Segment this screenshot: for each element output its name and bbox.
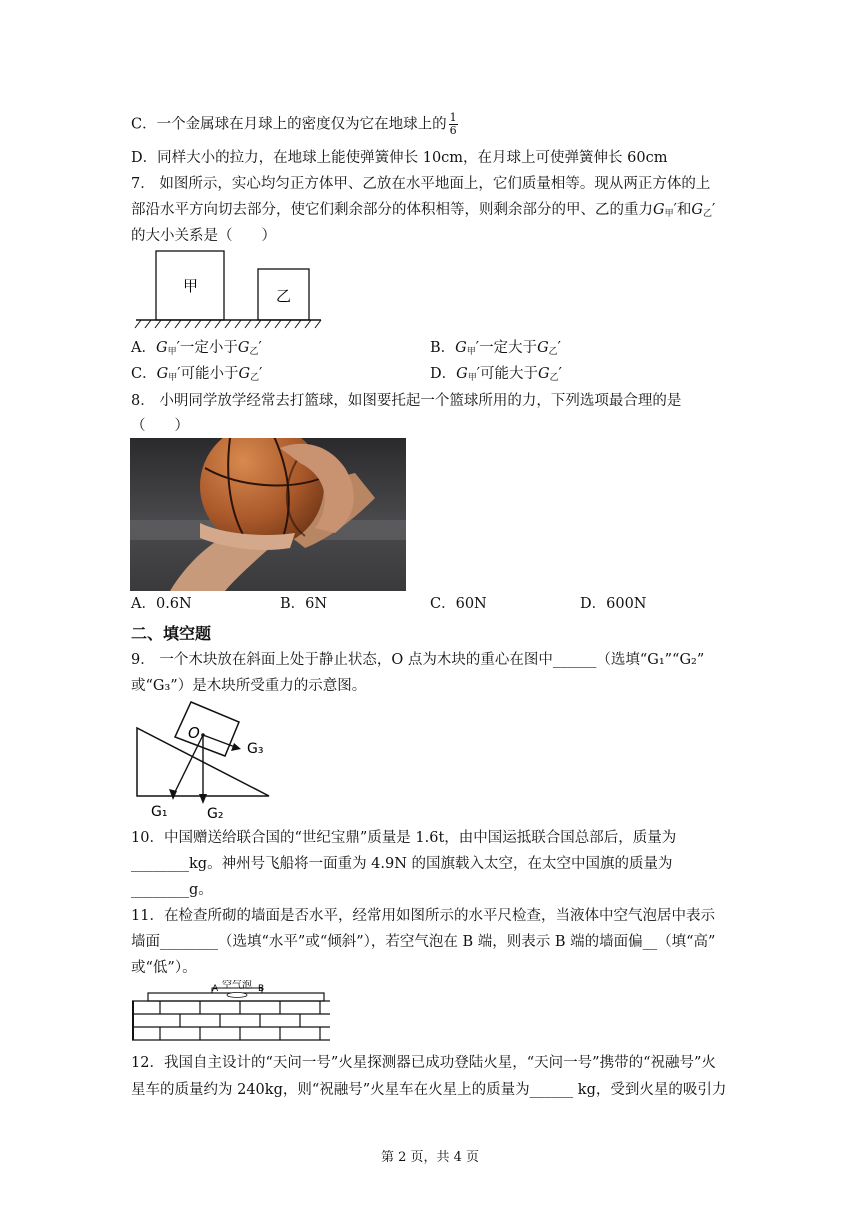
q10-line-3: ________g。 [131,882,213,898]
q7-option-d [430,364,562,388]
prime-mark: ′ [475,340,480,356]
sub-yi: 乙 [250,373,260,383]
q9-line-1: 9． 一个木块放在斜面上处于静止状态，O 点为木块的重心在图中______（选填“G₁”“G₂” [131,652,705,668]
section-title: 二、填空题 [131,624,212,643]
q8-option-c: C．60N [430,596,487,612]
g-symbol: G [537,340,549,356]
g-symbol: G [237,340,250,356]
g-symbol: G [456,366,468,382]
and-word: 和 [676,202,692,218]
prime-mark: ′ [177,366,181,382]
q10-line-1: 10．中国赠送给联合国的“世纪宝鼎”质量是 1.6t，由中国运抵联合国总部后，质量为 [131,830,677,846]
q7-line-3: 的大小关系是（ ） [131,228,276,244]
g-symbol: G [653,202,665,218]
cube-jia-label: 甲 [183,277,199,295]
incline-figure [131,700,281,822]
q7-line-1: 7． 如图所示，实心均匀正方体甲、乙放在水平地面上，它们质量相等。现从两正方体的上 [131,176,711,192]
g3-label: G₃ [247,741,264,757]
g-symbol: G [156,366,169,382]
prime-mark: ′ [476,366,481,382]
page-footer: 第 2 页，共 4 页 [380,1150,480,1165]
q6-option-d: D．同样大小的拉力，在地球上能使弹簧伸长 10cm，在月球上可使弹簧伸长 60cm [131,150,668,166]
q10-line-2: ________kg。神州号飞船将一面重为 4.9N 的国旗载入太空，在太空中国旗的质量为 [131,856,673,872]
g-symbol: G [238,366,251,382]
q6-option-c [131,112,458,137]
center-o-label: O [188,724,200,742]
g-symbol: G [691,202,703,218]
sub-yi: 乙 [249,347,259,357]
q8-option-b: B．6N [280,596,328,612]
option-label: D． [430,366,457,382]
prime-mark: ′ [258,340,262,356]
option-text: 可能小于 [180,366,239,382]
option-text: 一定大于 [479,340,538,356]
arrow-g2 [199,794,207,804]
option-label: A． [131,340,156,356]
q9-line-2: 或“G₃”）是木块所受重力的示意图。 [131,678,367,694]
q8-option-d: D．600N [580,596,647,612]
g-symbol: G [538,366,550,382]
g2-label: G₂ [207,806,224,822]
end-a-label: A [212,984,219,994]
arrow-g3 [231,743,241,751]
sub-jia: 甲 [466,347,476,357]
q8-line-1: 8． 小明同学放学经常去打篮球，如图要托起一个篮球所用的力，下列选项最合理的是 [131,393,682,409]
prime-mark: ′ [673,202,677,218]
basketball-photo [130,438,406,591]
option-text: 一定小于 [179,340,238,356]
fraction-numerator: 1 [449,111,457,124]
sub-jia: 甲 [168,373,178,383]
air-bubble-label: 空气泡 [222,980,252,991]
one-sixth-fraction [449,112,458,137]
prime-mark: ′ [712,202,716,218]
prime-mark: ′ [558,366,562,382]
q7-line-2 [131,200,715,224]
prime-mark: ′ [259,366,263,382]
sub-jia: 甲 [467,373,477,383]
q12-line-1: 12．我国自主设计的“天问一号”火星探测器已成功登陆火星，“天问一号”携带的“祝融号”火 [131,1055,716,1071]
prime-mark: ′ [557,340,561,356]
sub-yi: 乙 [703,209,713,219]
sub-yi: 乙 [548,347,558,357]
q11-line-1: 11．在检查所砌的墙面是否水平，经常用如图所示的水平尺检查，当液体中空气泡居中表示 [131,908,715,924]
q7-option-a [131,338,262,362]
cube-yi-label: 乙 [276,287,292,305]
q11-line-3: 或“低”）。 [131,960,197,976]
q7-option-c [131,364,262,388]
sub-jia: 甲 [664,209,674,219]
sub-jia: 甲 [167,347,177,357]
level-wall-figure [130,980,332,1046]
option-label: C． [131,366,157,382]
option-label: B． [430,340,456,356]
option-text: 可能大于 [480,366,539,382]
q7-line-2-text: 部沿水平方向切去部分，使它们剩余部分的体积相等，则剩余部分的甲、乙的重力 [131,202,653,218]
q8-option-a: A．0.6N [131,596,192,612]
g-symbol: G [455,340,467,356]
prime-mark: ′ [176,340,180,356]
ground-hatching [135,320,321,328]
fraction-denominator: 6 [449,124,457,137]
q11-line-2: 墙面________（选填“水平”或“倾斜”），若空气泡在 B 端，则表示 B 端的墙面偏__（填“高” [131,934,716,950]
wooden-block [175,702,239,756]
end-b-label: B [258,984,265,994]
q12-line-2: 星车的质量约为 240kg，则“祝融号”火星车在火星上的质量为______ kg，受到火星的吸引力 [131,1082,727,1098]
q7-option-b [430,338,561,362]
g-symbol: G [155,340,168,356]
g1-label: G₁ [151,804,168,820]
q6-option-c-text: C．一个金属球在月球上的密度仅为它在地球上的 [131,116,447,133]
brick-wall [132,1001,330,1040]
cubes-figure [131,248,326,334]
sub-yi: 乙 [549,373,559,383]
q8-line-2: （ ） [131,418,189,434]
air-bubble [227,993,247,998]
